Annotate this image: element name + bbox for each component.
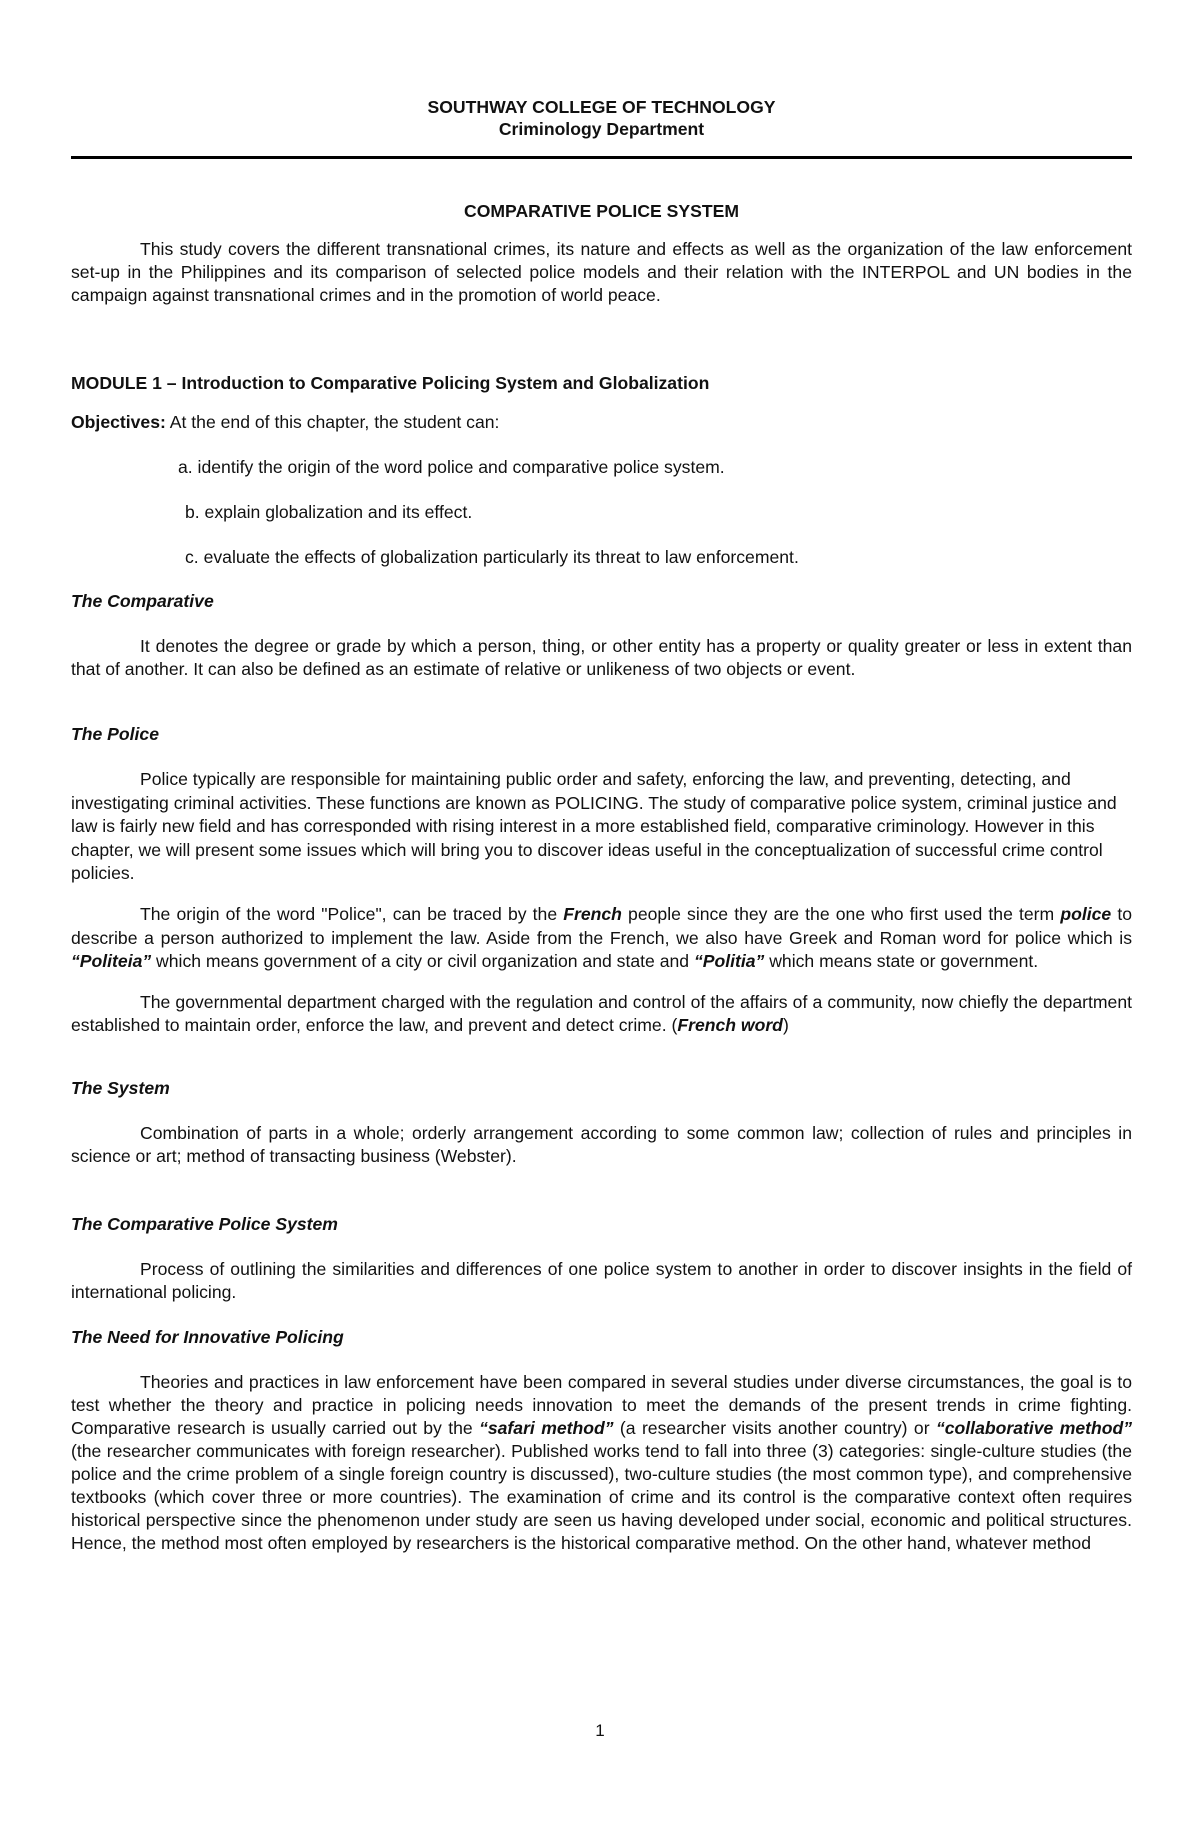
section-heading-innovative-policing: The Need for Innovative Policing bbox=[71, 1326, 344, 1347]
emphasis-collaborative-method: “collaborative method” bbox=[935, 1417, 1133, 1438]
objectives-label: Objectives: bbox=[71, 412, 166, 432]
emphasis-safari-method: “safari method” bbox=[479, 1417, 614, 1438]
innovative-paragraph: Theories and practices in law enforcement have been compared in several studies under diverse circumstances, the goal is to test whether the theory and practice in policing needs innovation to meet the demands of the present trends in crime fighting. Comparative research is usually carried out by the “safari method” (a researcher visits another country) or “collaborative method” (the researcher communicates with foreign researcher). Published works tend to fall into three (3) categories: single-culture studies (the police and the crime problem of a single foreign country is discussed), two-culture studies (the most common type), and comprehensive textbooks (which cover three or more countries). The examination of crime and its control is the comparative context often requires historical perspective since the phenomenon under study are seen us having developed under social, economic and political structures. Hence, the method most often employed by researchers is the historical comparative method. On the other hand, whatever method bbox=[71, 1371, 1133, 1553]
page-number: 1 bbox=[595, 1721, 605, 1740]
police-paragraph-3: The governmental department charged with the regulation and control of the affairs of a community, now chiefly the department established to maintain order, enforce the law, and prevent and detect crime. (French word) bbox=[71, 991, 1132, 1035]
emphasis-politeia: “Politeia” bbox=[71, 951, 152, 972]
objective-item-a: a. identify the origin of the word police and comparative police system. bbox=[178, 457, 725, 477]
department-name: Criminology Department bbox=[498, 119, 705, 139]
section-heading-police: The Police bbox=[71, 724, 159, 744]
system-paragraph: Combination of parts in a whole; orderly arrangement according to some common law; collection of rules and principles in science or art; method of transacting business (Webster). bbox=[71, 1122, 1132, 1166]
document-title: COMPARATIVE POLICE SYSTEM bbox=[463, 201, 739, 221]
objective-item-b: b. explain globalization and its effect. bbox=[185, 502, 473, 522]
comparative-paragraph: It denotes the degree or grade by which a person, thing, or other entity has a property or quality greater or less in extent than that of another. It can also be defined as an estimate of relative or unlikeness of two objects or event. bbox=[71, 636, 1132, 679]
page-content bbox=[71, 96, 1132, 1555]
module-title: MODULE 1 – Introduction to Comparative Policing System and Globalization bbox=[71, 373, 710, 393]
objectives-lead: At the end of this chapter, the student can: bbox=[169, 412, 500, 432]
institution-name: SOUTHWAY COLLEGE OF TECHNOLOGY bbox=[427, 97, 776, 117]
objectives-line bbox=[71, 411, 1132, 434]
emphasis-politia: “Politia” bbox=[693, 951, 765, 972]
objective-item-c: c. evaluate the effects of globalization particularly its threat to law enforcement. bbox=[185, 547, 799, 567]
emphasis-french-word: French word bbox=[677, 1014, 783, 1035]
emphasis-french: French bbox=[563, 903, 622, 924]
emphasis-police: police bbox=[1060, 903, 1112, 924]
police-paragraph-2: The origin of the word "Police", can be traced by the French people since they are the one who first used the term police to describe a person authorized to implement the law. Aside from the French, we also have Greek and Roman word for police which is “Politeia” which means government of a city or civil organization and state and “Politia” which means state or government. bbox=[71, 903, 1132, 972]
section-heading-comparative: The Comparative bbox=[71, 591, 214, 611]
section-heading-comparative-police-system: The Comparative Police System bbox=[71, 1213, 338, 1234]
header-divider bbox=[71, 156, 1132, 159]
intro-paragraph: This study covers the different transnational crimes, its nature and effects as well as the organization of the law enforcement set-up in the Philippines and its comparison of selected police models and their relation with the INTERPOL and UN bodies in the campaign against transnational crimes and in the promotion of world peace. bbox=[71, 239, 1132, 305]
section-heading-system: The System bbox=[71, 1077, 170, 1098]
police-paragraph-1: Police typically are responsible for maintaining public order and safety, enforcing the law, and preventing, detecting, and investigating criminal activities. These functions are known as POLICING. The study of comparative police system, criminal justice and law is fairly new field and has corresponded with rising interest in a more established field, comparative criminology. However in this chapter, we will present some issues which will bring you to discover ideas useful in the conceptualization of successful crime control policies. bbox=[71, 769, 1117, 884]
cps-paragraph: Process of outlining the similarities and differences of one police system to another in order to discover insights in the field of international policing. bbox=[71, 1258, 1132, 1302]
